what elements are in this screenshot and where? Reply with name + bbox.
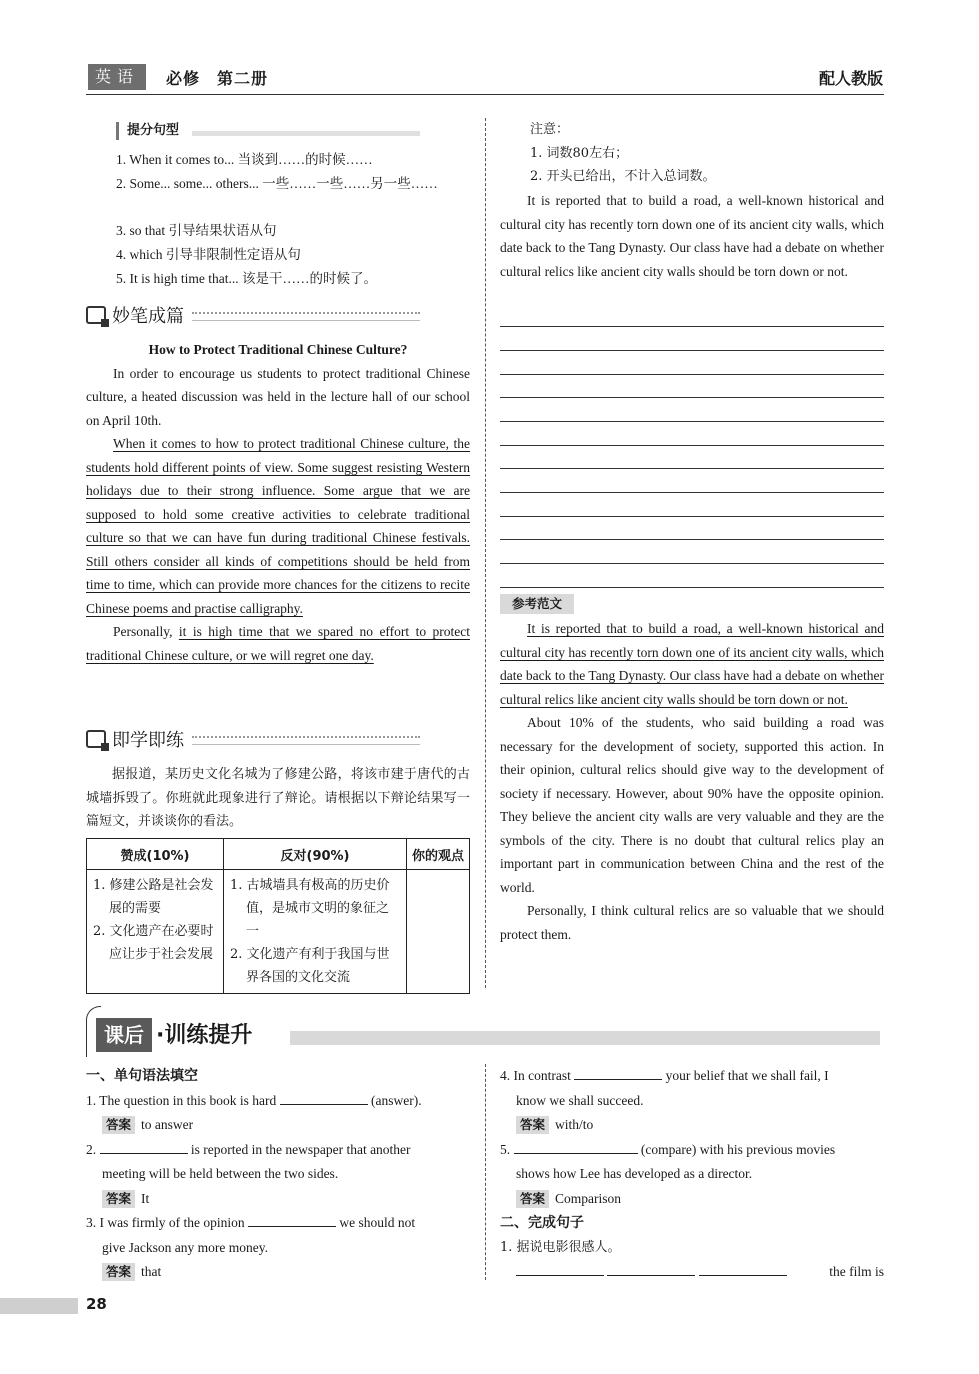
question-5-number: 5. <box>500 1141 511 1157</box>
answer-4: with/to <box>555 1117 594 1132</box>
oppose-point-2: 2. 文化遗产有利于我国与世界各国的文化交流 <box>230 947 390 985</box>
writing-line <box>500 492 884 493</box>
essay-paragraph-3-highlight: it is high time that we spared no effort to protect traditional Chinese culture, or we will regret one day. <box>86 624 470 663</box>
writing-line <box>500 397 884 398</box>
question-2-continued: meeting will be held between the two sides. <box>102 1166 339 1181</box>
question-3 <box>86 1211 470 1236</box>
table-header-oppose: 反对(90%) <box>224 839 407 870</box>
pattern-item-3: 3. so that 引导结果状语从句 <box>116 223 277 238</box>
essay-paragraph-2: When it comes to how to protect traditional Chinese culture, the students hold different points of view. Some suggest resisting Western holidays due to their strong influence. Some argue that we are supposed to hold some creative activities to celebrate traditional culture so that we can have fun during traditional Chinese festivals. Still others consider all kinds of competitions should be held from time to time, which can provide more chances for the citizens to recite Chinese poems and practise calligraphy. <box>86 436 470 616</box>
after-class-tag: 课后 <box>96 1018 152 1052</box>
question-4-text: 4. In contrast <box>500 1068 571 1083</box>
reference-paragraph-2: About 10% of the students, who said building a road was necessary for the development of society, supported this action. In their opinion, cultural relics should give way to the development of society if necessary. However, about 90% have the opposite opinion. They believe the ancient city walls are very valuable and they are the symbols of the city. There is no doubt that cultural relics play an important part in communication between China and the rest of the world. <box>500 715 884 895</box>
given-opening <box>500 189 884 283</box>
answer-blank[interactable] <box>248 1212 336 1227</box>
question-2-number: 2. <box>86 1141 97 1157</box>
notes <box>500 118 884 189</box>
header-rule <box>86 94 884 95</box>
sentence-1-blanks <box>500 1260 884 1285</box>
answer-tag: 答案 <box>102 1190 135 1208</box>
pen-icon <box>86 730 106 748</box>
grammar-fill-section-right <box>500 1064 884 1285</box>
grammar-fill-section <box>86 1064 470 1285</box>
essay-paragraph-3-lead: Personally, <box>113 624 179 639</box>
subject-badge: 英语 <box>88 64 146 90</box>
section-rule <box>192 744 420 745</box>
pen-icon <box>86 306 106 324</box>
given-opening-text: It is reported that to build a road, a well-known historical and cultural city has recently torn down one of its ancient city walls, which date back to the Tang Dynasty. Our class have had a debate on whether cultural relics like ancient city walls should be torn down or not. <box>500 193 884 279</box>
question-3-continued: give Jackson any more money. <box>102 1239 268 1255</box>
essay-title: How to Protect Traditional Chinese Culture? <box>148 342 408 357</box>
edition-label: 配人教版 <box>818 69 883 88</box>
after-class-title: ·训练提升 <box>156 1023 253 1048</box>
answer-blank[interactable] <box>280 1090 368 1105</box>
answer-row-4 <box>500 1113 884 1138</box>
reference-paragraph-1: It is reported that to build a road, a well-known historical and cultural city has recently torn down one of its ancient city walls, which date back to the Tang Dynasty. Our class have had a debate on whether cultural relics like ancient city walls should be torn down or not. <box>500 621 884 707</box>
answer-tag: 答案 <box>102 1116 135 1134</box>
table-header-opinion: 你的观点 <box>407 839 470 870</box>
essay-paragraph-3 <box>86 620 470 667</box>
title-bar <box>192 131 420 136</box>
question-2-text: is reported in the newspaper that another <box>190 1141 411 1157</box>
practice-section-heading <box>86 726 184 752</box>
answer-5: Comparison <box>555 1190 622 1206</box>
answer-tag: 答案 <box>516 1190 549 1208</box>
book-title: 必修 第二册 <box>166 69 269 88</box>
answer-blank[interactable] <box>574 1065 662 1080</box>
section-rule <box>192 320 420 321</box>
oppose-point-1: 1. 古城墙具有极高的历史价值，是城市文明的象征之一 <box>230 878 390 939</box>
writing-line <box>500 326 884 327</box>
writing-section-title: 妙笔成篇 <box>112 306 184 327</box>
question-1-hint: (answer). <box>371 1092 422 1108</box>
answer-row-2 <box>86 1187 470 1212</box>
writing-line <box>500 350 884 351</box>
practice-prompt-text: 据报道，某历史文化名城为了修建公路，将该市建于唐代的古城墙拆毁了。你班就此现象进行了辩论。请根据以下辩论结果写一篇短文，并谈谈你的看法。 <box>86 767 470 829</box>
answer-blank[interactable] <box>699 1261 787 1276</box>
essay-paragraph-1: In order to encourage us students to protect traditional Chinese culture, a heated discussion was held in the lecture hall of our school on April 10th. <box>86 365 470 428</box>
question-4 <box>500 1064 884 1089</box>
opinion-cell <box>407 870 470 994</box>
support-point-2: 2. 文化遗产在必要时应让步于社会发展 <box>93 924 214 962</box>
writing-line <box>500 563 884 564</box>
table-header-row <box>87 839 470 870</box>
question-5-continued: shows how Lee has developed as a director. <box>516 1166 753 1181</box>
essay <box>86 338 470 667</box>
notes-item-1: 1. 词数80左右； <box>530 145 629 161</box>
question-4-text-2: your belief that we shall fail, I <box>665 1068 829 1083</box>
answer-blank[interactable] <box>100 1139 188 1154</box>
writing-section-heading <box>86 302 184 328</box>
reference-essay <box>500 617 884 946</box>
notes-item-2: 2. 开头已给出，不计入总词数。 <box>530 169 716 184</box>
writing-line <box>500 516 884 517</box>
writing-line <box>500 421 884 422</box>
answer-tag: 答案 <box>516 1116 549 1134</box>
column-divider-bottom <box>485 1064 486 1280</box>
writing-line <box>500 539 884 540</box>
answer-row-3 <box>86 1260 470 1285</box>
question-1-text: 1. The question in this book is hard <box>86 1092 277 1108</box>
answer-row-5 <box>500 1187 884 1212</box>
question-5-text: (compare) with his previous movies <box>640 1141 836 1157</box>
section-dots <box>192 312 420 314</box>
answer-blank[interactable] <box>516 1261 604 1276</box>
writing-line <box>500 374 884 375</box>
question-4-continued: know we shall succeed. <box>516 1092 644 1108</box>
column-divider-top <box>485 118 486 988</box>
table-row <box>87 870 470 994</box>
support-point-1: 1. 修建公路是社会发展的需要 <box>93 878 214 916</box>
answer-3: that <box>141 1264 162 1279</box>
practice-section-title: 即学即练 <box>112 730 184 751</box>
page-number: 28 <box>86 1295 107 1313</box>
support-cell <box>87 870 224 994</box>
part1-heading: 一、单句语法填空 <box>86 1068 198 1084</box>
reference-paragraph-3: Personally, I think cultural relics are so valuable that we should protect them. <box>500 903 884 942</box>
pattern-item-5: 5. It is high time that... 该是干……的时候了。 <box>116 271 377 286</box>
answer-1: to answer <box>141 1117 194 1132</box>
answer-tag: 答案 <box>102 1263 135 1281</box>
question-3-text: 3. I was firmly of the opinion <box>86 1215 245 1230</box>
page-number-bar <box>0 1298 78 1314</box>
question-3-text-2: we should not <box>339 1215 416 1230</box>
writing-line <box>500 587 884 588</box>
pattern-item-1: 1. When it comes to... 当谈到……的时候…… <box>116 152 373 167</box>
sentence-1-prompt: 1. 据说电影很感人。 <box>500 1239 621 1255</box>
pattern-item-4: 4. which 引导非限制性定语从句 <box>116 247 301 262</box>
writing-line <box>500 468 884 469</box>
answer-row-1 <box>86 1113 470 1138</box>
practice-prompt <box>86 763 470 834</box>
pattern-item-2: 2. Some... some... others... 一些……一些……另一些…… <box>116 176 438 191</box>
question-2 <box>86 1138 470 1163</box>
sentence-patterns-title: 提分句型 <box>116 122 179 140</box>
reference-label: 参考范文 <box>500 594 574 614</box>
writing-line <box>500 445 884 446</box>
question-1 <box>86 1089 470 1114</box>
banner-bar <box>290 1031 880 1045</box>
oppose-cell <box>224 870 407 994</box>
answer-2: It <box>141 1190 150 1206</box>
notes-label: 注意： <box>530 122 570 137</box>
table-header-support: 赞成(10%) <box>87 839 224 870</box>
answer-blank[interactable] <box>607 1261 695 1276</box>
sentence-1-tail: the film is <box>829 1264 884 1279</box>
part2-heading: 二、完成句子 <box>500 1215 584 1231</box>
debate-table <box>86 838 470 994</box>
section-dots <box>192 736 420 738</box>
answer-blank[interactable] <box>514 1139 638 1154</box>
question-5 <box>500 1138 884 1163</box>
